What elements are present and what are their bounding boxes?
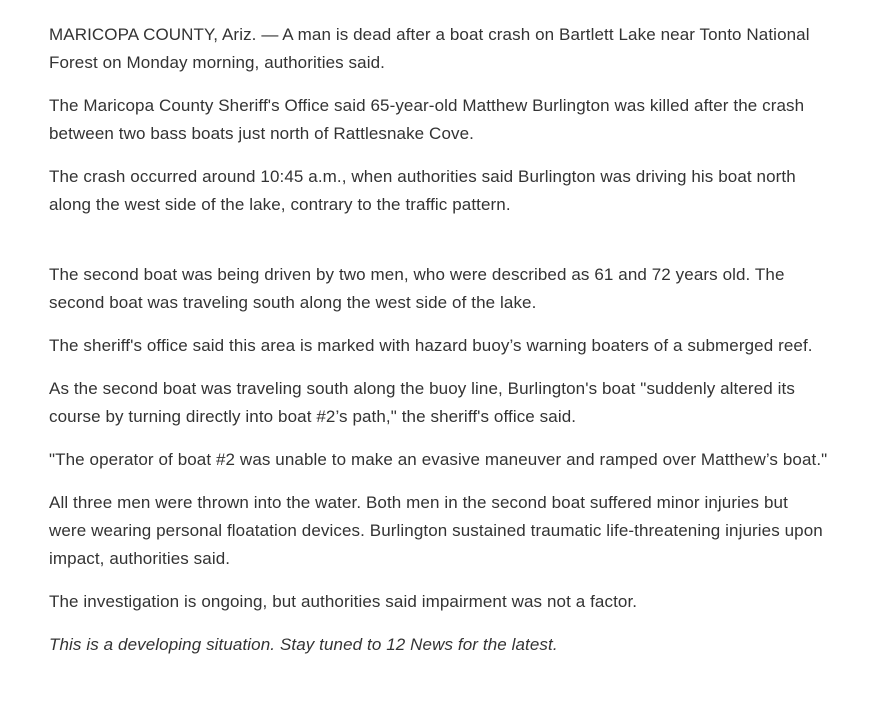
article-paragraph: The sheriff's office said this area is marked with hazard buoy’s warning boaters of a submerged reef. <box>49 336 813 355</box>
article-paragraph-quote: "The operator of boat #2 was unable to make an evasive maneuver and ramped over Matthew’s boat." <box>49 450 828 469</box>
developing-situation-note: This is a developing situation. Stay tuned to 12 News for the latest. <box>49 635 558 654</box>
article-paragraph: As the second boat was traveling south along the buoy line, Burlington's boat "suddenly altered its course by turning directly into boat #2’s path," the sheriff's office said. <box>49 379 795 426</box>
article-paragraph-dateline: MARICOPA COUNTY, Ariz. — A man is dead after a boat crash on Bartlett Lake near Tonto National Forest on Monday morning, authorities said. <box>49 25 810 72</box>
article-paragraph: The second boat was being driven by two men, who were described as 61 and 72 years old. The second boat was traveling south along the west side of the lake. <box>49 265 785 312</box>
article-paragraph: The investigation is ongoing, but authorities said impairment was not a factor. <box>49 592 638 611</box>
article-paragraph: The Maricopa County Sheriff's Office said 65-year-old Matthew Burlington was killed after the crash between two bass boats just north of Rattlesnake Cove. <box>49 96 805 143</box>
article-paragraph: The crash occurred around 10:45 a.m., when authorities said Burlington was driving his boat north along the west side of the lake, contrary to the traffic pattern. <box>49 167 796 214</box>
article-paragraph: All three men were thrown into the water. Both men in the second boat suffered minor injuries but were wearing personal floatation devices. Burlington sustained traumatic life-threatening injuries upon impact, authorities said. <box>49 493 823 568</box>
